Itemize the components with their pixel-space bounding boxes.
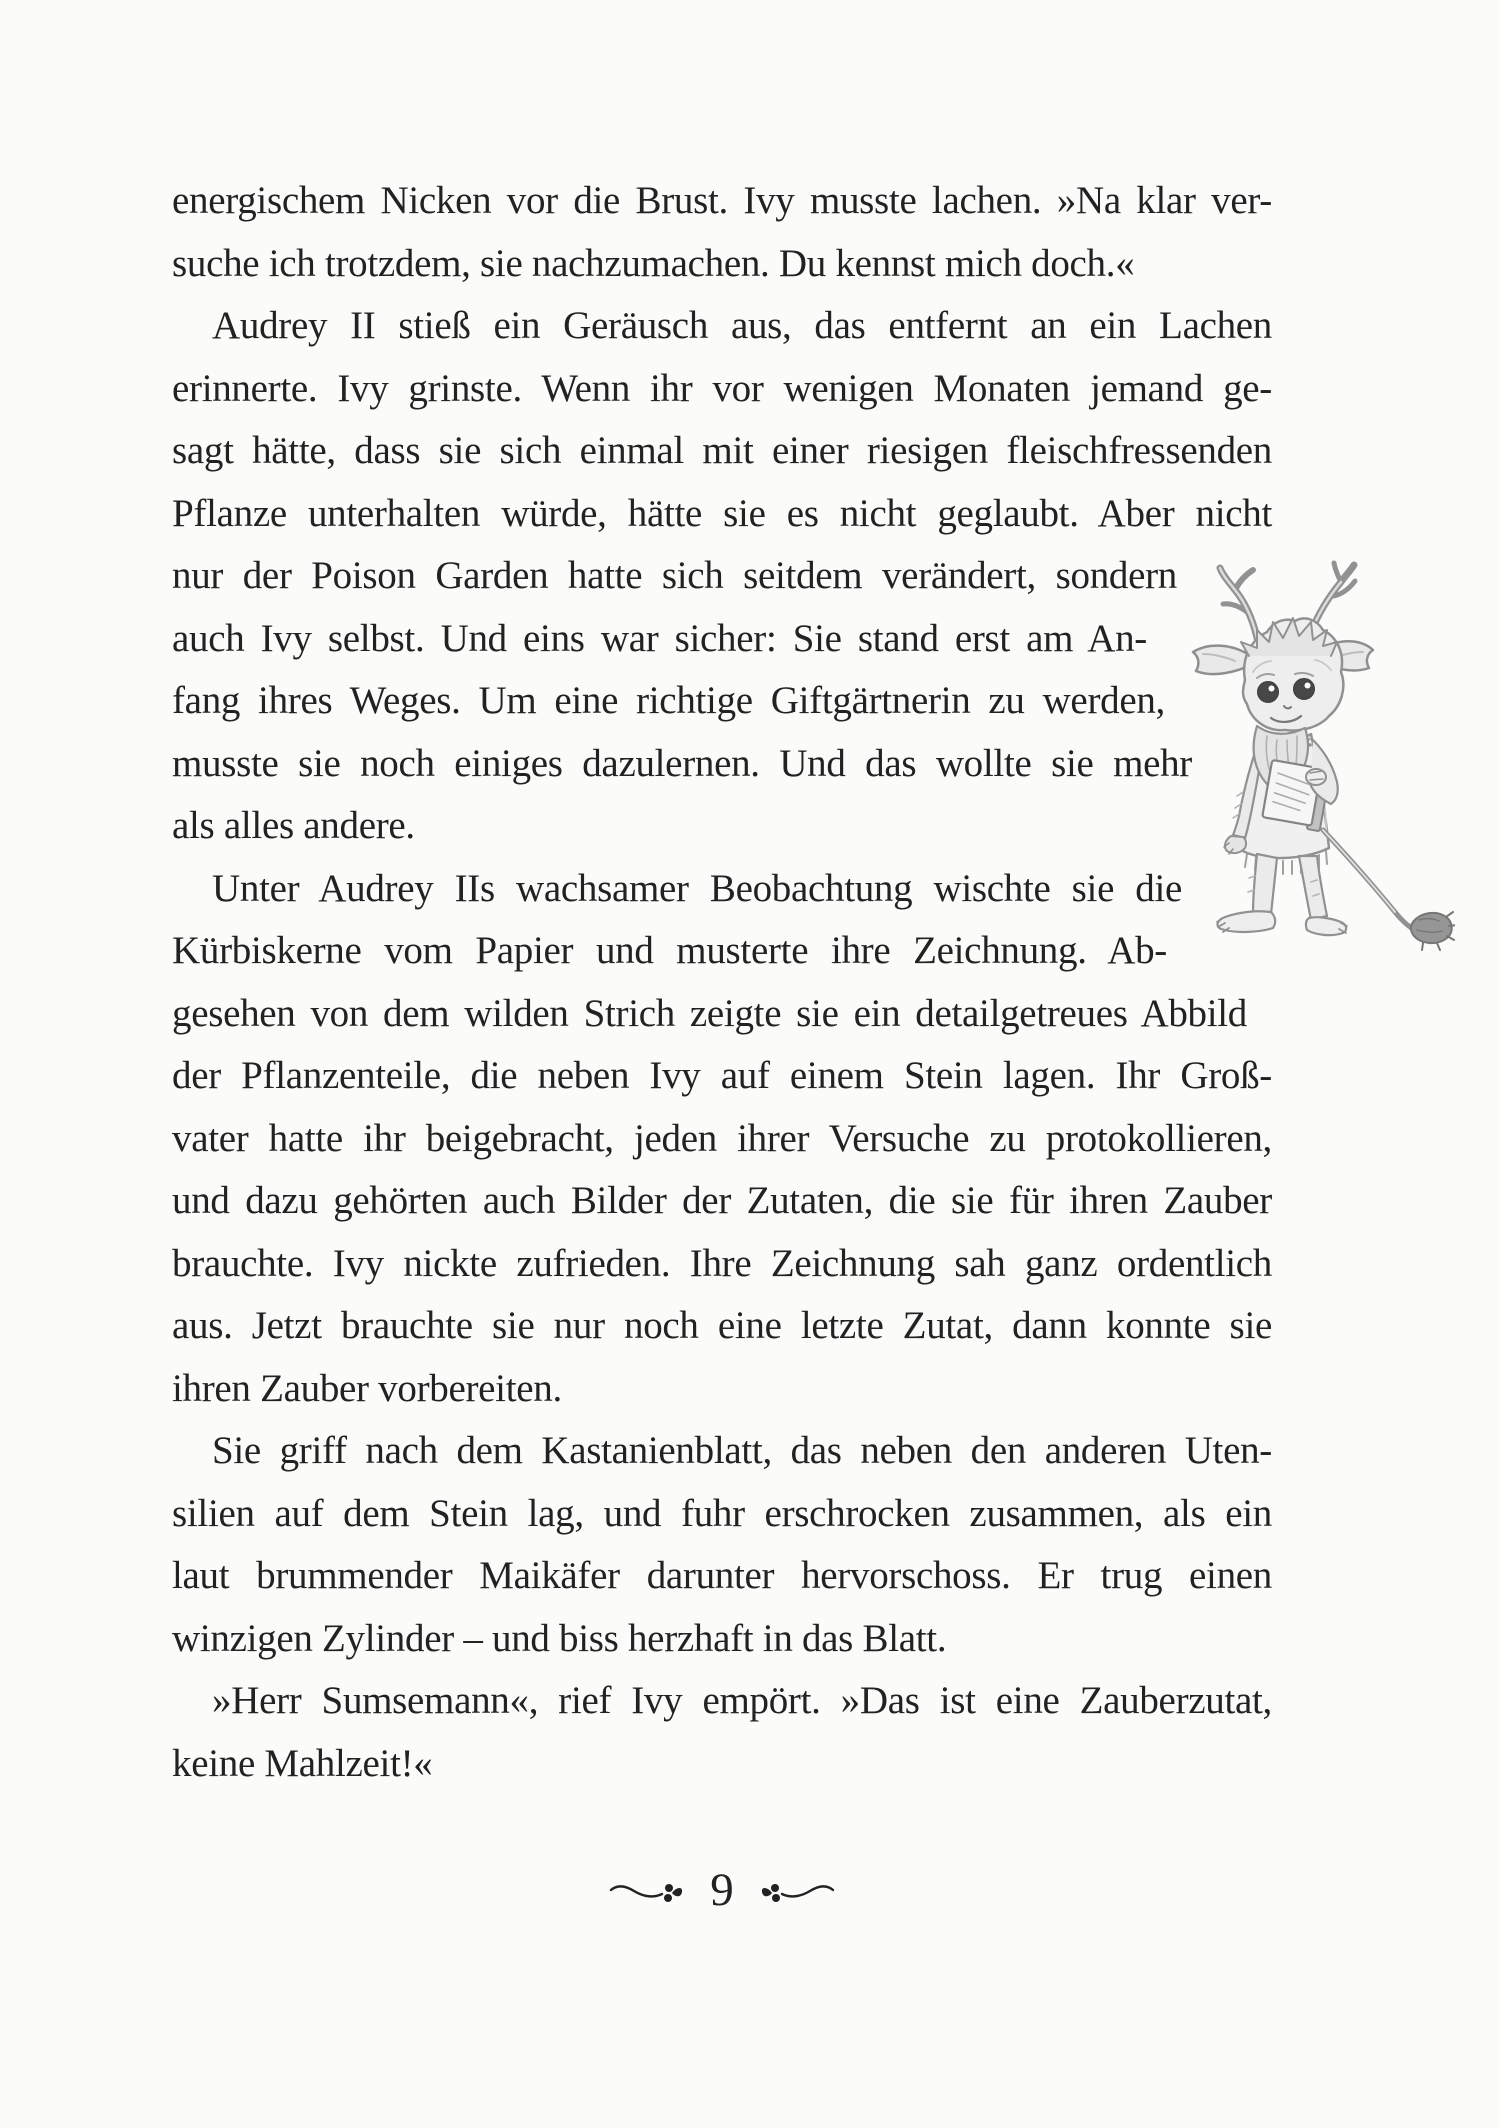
creature-eye-left [1258, 682, 1279, 703]
text-line: Kürbiskerne vom Papier und musterte ihre Zeichnung. Ab- [172, 929, 1167, 972]
text-line: Pflanze unterhalten würde, hätte sie es nicht geglaubt. Aber nicht [172, 491, 1272, 535]
text-line: Unter Audrey IIs wachsamer Beobachtung wischte sie die [212, 866, 1182, 910]
text-block [172, 170, 1272, 1795]
text-line: Audrey II stieß ein Geräusch aus, das entfernt an ein Lachen [212, 304, 1272, 347]
flourish-left-icon [608, 1877, 686, 1907]
text-line: suche ich trotzdem, sie nachzumachen. Du kennst mich doch.« [172, 241, 1135, 285]
paragraph [172, 170, 1272, 295]
page-number: 9 [710, 1863, 734, 1916]
text-line: sagt hätte, dass sie sich einmal mit einer riesigen fleischfressenden [172, 429, 1272, 472]
text-line: nur der Poison Garden hatte sich seitdem verändert, sondern [172, 554, 1177, 597]
text-line: gesehen von dem wilden Strich zeigte sie ein detailgetreues Abbild [172, 991, 1247, 1035]
text-line: »Herr Sumsemann«, rief Ivy empört. »Das ist eine Zauberzutat, [212, 1679, 1272, 1722]
creature-illustration [1165, 560, 1455, 972]
text-line: und dazu gehörten auch Bilder der Zutaten, die sie für ihren Zauber [172, 1179, 1272, 1222]
paragraph [172, 1670, 1272, 1795]
text-line: Sie griff nach dem Kastanienblatt, das neben den anderen Uten- [212, 1429, 1272, 1472]
text-line: fang ihres Weges. Um eine richtige Giftgärtnerin zu werden, [172, 679, 1165, 722]
text-line: der Pflanzenteile, die neben Ivy auf einem Stein lagen. Ihr Groß- [172, 1054, 1272, 1097]
paragraph [172, 858, 1272, 1421]
paragraph [172, 1420, 1272, 1670]
text-line: als alles andere. [172, 804, 415, 847]
text-line: silien auf dem Stein lag, und fuhr erschrocken zusammen, als ein [172, 1491, 1272, 1535]
text-line: erinnerte. Ivy grinste. Wenn ihr vor wenigen Monaten jemand ge- [172, 366, 1272, 410]
text-line: ihren Zauber vorbereiten. [172, 1366, 562, 1410]
text-line: keine Mahlzeit!« [172, 1741, 433, 1785]
creature-head [1241, 618, 1343, 730]
text-line: musste sie noch einiges dazulernen. Und das wollte sie mehr [172, 741, 1192, 785]
text-line: laut brummender Maikäfer darunter hervorschoss. Er trug einen [172, 1554, 1272, 1597]
paragraph [172, 295, 1272, 858]
text-line: brauchte. Ivy nickte zufrieden. Ihre Zeichnung sah ganz ordentlich [172, 1241, 1272, 1285]
text-line: auch Ivy selbst. Und eins war sicher: Sie stand erst am An- [172, 616, 1147, 660]
page-footer [172, 1860, 1272, 1924]
text-line: winzigen Zylinder – und biss herzhaft in das Blatt. [172, 1616, 947, 1660]
flourish-right-icon [758, 1877, 836, 1907]
text-line: energischem Nicken vor die Brust. Ivy musste lachen. »Na klar ver- [172, 179, 1272, 222]
text-line: aus. Jetzt brauchte sie nur noch eine letzte Zutat, dann konnte sie [172, 1304, 1272, 1347]
creature-eye-right [1294, 679, 1315, 700]
text-line: vater hatte ihr beigebracht, jeden ihrer Versuche zu protokollieren, [172, 1116, 1272, 1160]
